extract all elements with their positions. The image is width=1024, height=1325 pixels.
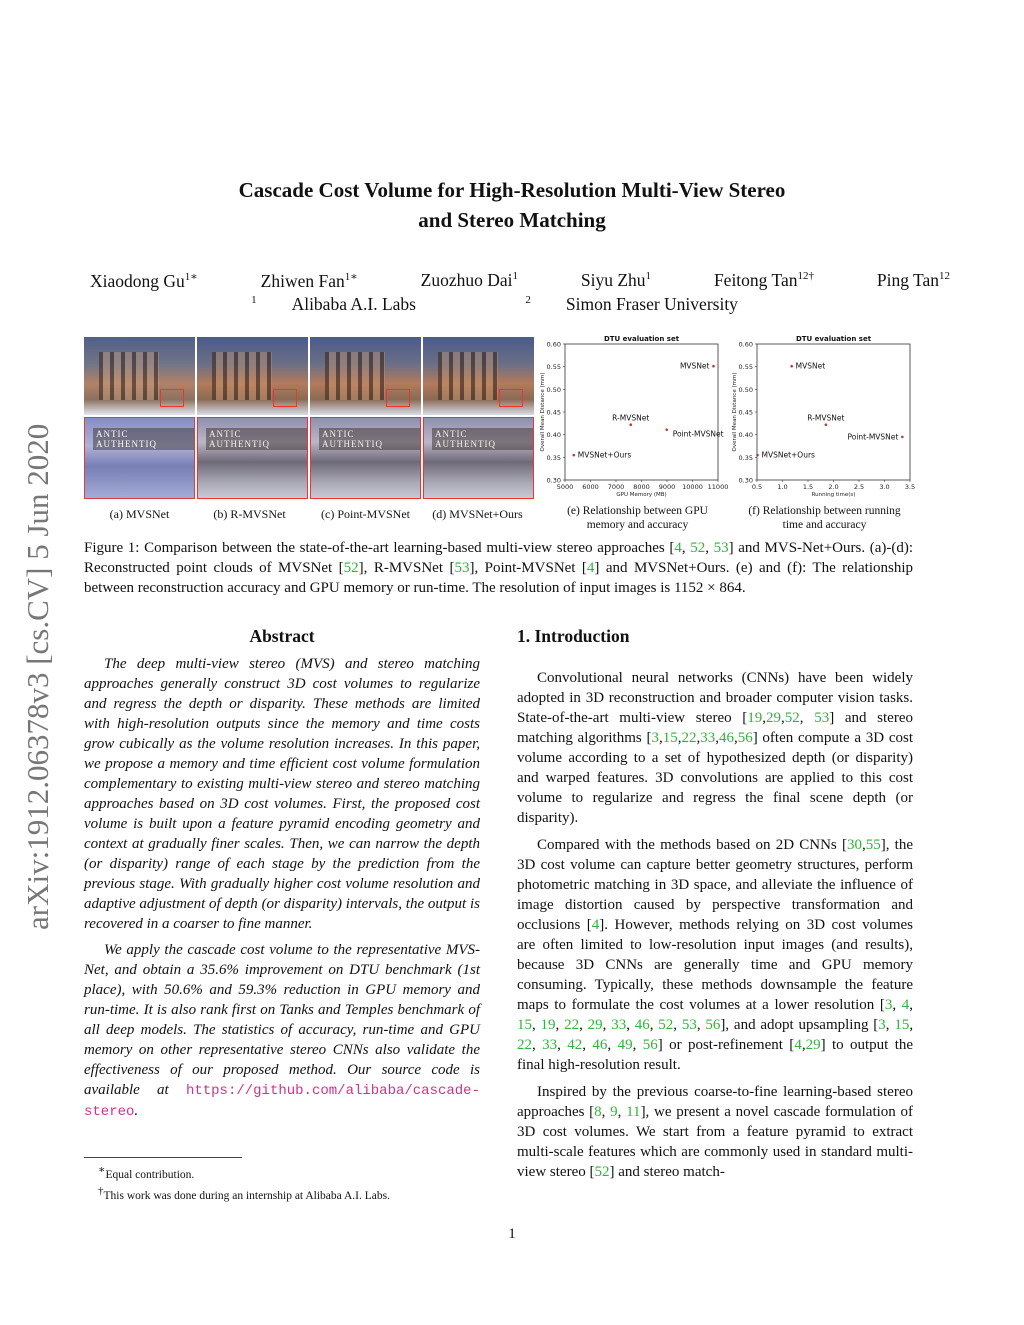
footnote: †This work was done during an internship at Alibaba A.I. Labs. [98,1184,390,1202]
citation-link[interactable]: 19 [540,1017,556,1033]
title-line-1: Cascade Cost Volume for High-Resolution Multi-View Stereo [238,178,786,202]
subfigure-label: (b) R-MVSNet [213,507,286,521]
y-tick-label: 0.55 [546,363,561,372]
author: Zhiwen Fan$^{1∗}$ [260,270,358,291]
data-point-label: Point-MVSNet [672,429,724,439]
point-cloud-image: ANTIC AUTHENTIQ [423,337,534,499]
source-code-link[interactable]: https://github.com/alibaba/cascade-stereo [84,1083,480,1120]
introduction-heading: 1. Introduction [517,626,630,646]
x-tick-label: 3.5 [904,483,916,491]
x-tick-label: 9000 [658,483,676,491]
y-axis-label: Overall Mean Distance (mm) [732,372,738,452]
figure-photos [84,337,534,499]
citation-link[interactable]: 56 [737,730,753,746]
scatter-chart-gpu-memory [538,332,729,504]
data-point [712,365,715,368]
page-number: 1 [508,1226,516,1242]
data-point-label: MVSNet+Ours [761,450,815,460]
citation-link[interactable]: 22 [517,1037,532,1053]
citation-link[interactable]: 53 [454,560,470,576]
citation-link[interactable]: 52 [784,710,800,726]
data-point-label: R-MVSNet [612,413,650,423]
x-axis-label: Running time(s) [811,492,856,498]
citation-link[interactable]: 53 [681,1017,697,1033]
data-point [572,454,575,457]
data-point-label: MVSNet [795,361,826,371]
citation-link[interactable]: 4 [674,540,682,556]
footnote: ∗Equal contribution. [98,1164,195,1181]
citation-link[interactable]: 29 [766,710,782,726]
paper-title [0,175,1024,235]
chart-title: DTU evaluation set [603,335,680,343]
y-tick-label: 0.45 [738,408,753,417]
arxiv-identifier: arXiv:1912.06378v3 [cs.CV] 5 Jun 2020 [20,423,55,930]
data-point [901,436,904,439]
abstract-section [84,626,480,1122]
y-tick-label: 0.55 [738,363,753,372]
citation-link[interactable]: 29 [805,1037,821,1053]
citation-link[interactable]: 8 [594,1104,602,1120]
data-point-label: Point-MVSNet [847,432,899,442]
y-tick-label: 0.45 [546,408,561,417]
y-tick-label: 0.30 [546,476,561,485]
x-tick-label: 8000 [633,483,650,491]
y-tick-label: 0.35 [738,453,753,462]
subfigure-label: (a) MVSNet [109,507,170,521]
subfigure-label: (c) Point-MVSNet [321,507,410,521]
data-point [825,423,828,426]
citation-link[interactable]: 4 [794,1037,802,1053]
citation-link[interactable]: 15 [517,1017,532,1033]
introduction-section [517,626,913,1182]
citation-link[interactable]: 30 [846,837,862,853]
author: Ping Tan$^{12}$ [876,270,950,290]
citation-link[interactable]: 46 [718,730,734,746]
data-point-label: MVSNet+Ours [577,450,632,460]
affiliations [0,294,1024,315]
data-point [756,454,759,457]
data-point-label: MVSNet [679,361,710,371]
point-cloud-image: ANTIC AUTHENTIQ [310,337,421,499]
citation-link[interactable]: 29 [587,1017,603,1033]
chart-title: DTU evaluation set [795,335,872,343]
citation-link[interactable]: 4 [901,997,910,1013]
x-tick-label: 1.0 [777,483,788,491]
y-tick-label: 0.40 [546,431,561,440]
author: Xiaodong $Gu^{1∗}$ [90,270,198,291]
y-axis-label: Overall Mean Distance (mm) [540,372,546,452]
x-tick-label: 0.5 [751,483,763,491]
y-tick-label: 0.50 [738,385,753,394]
citation-link[interactable]: 15 [662,730,678,746]
author: Feitong Tan$^{12\dagger}$ [713,270,814,290]
title-line-2: and Stereo Matching [418,208,606,232]
citation-link[interactable]: 22 [681,730,697,746]
data-point [790,365,793,368]
citation-link[interactable]: 22 [564,1017,580,1033]
figure-caption: Figure 1: Comparison between the state-of-the-art learning-based multi-view stereo approaches [4, 52, 53] and MVS-Net+Ours. (a)-(d): Reconstructed point clouds of MVSNet [52], R-MVSNet [53], Point-MVSNet [4] and MVSNet+Ours. (e) and (f): The relationship between reconstruction accuracy and GPU memory or run-time. The resolution of input images is 1152 × 864. [84,540,914,596]
x-tick-label: 3.0 [879,483,890,491]
citation-link[interactable]: 53 [814,710,830,726]
x-tick-label: 2.0 [828,483,839,491]
subfigure-label: (d) MVSNet+Ours [432,507,523,521]
citation-link[interactable]: 4 [586,560,595,576]
citation-link[interactable]: 46 [634,1017,650,1033]
x-tick-label: 5000 [556,483,574,491]
abstract-heading: Abstract [249,626,315,646]
x-tick-label: 6000 [582,483,599,491]
point-cloud-image: ANTIC AUTHENTIQ [197,337,308,499]
citation-link[interactable]: 33 [611,1017,627,1033]
citation-link[interactable]: 42 [567,1037,583,1053]
data-point [629,423,632,426]
y-tick-label: 0.40 [738,431,753,440]
citation-link[interactable]: 46 [592,1037,608,1053]
citation-link[interactable]: 52 [658,1017,674,1033]
affiliation: $^2$ Simon Fraser University [525,294,738,314]
footnotes [84,1157,480,1204]
citation-link[interactable]: 3 [878,1017,886,1033]
citation-link[interactable]: 9 [610,1104,618,1120]
citation-link[interactable]: 56 [705,1017,721,1033]
citation-link[interactable]: 56 [642,1037,658,1053]
point-cloud-image: ANTIC AUTHENTIQ [84,337,195,499]
x-tick-label: 2.5 [853,483,865,491]
citation-link[interactable]: 4 [591,917,600,933]
y-tick-label: 0.60 [546,340,561,349]
introduction-paragraph: Inspired by the previous coarse-to-fine learning-based stereo approaches [8, 9, 11], we present a novel cascade formulation of 3D cost volumes. We start from a feature pyramid to extract multi-scale features which are commonly used in standard multi-view stereo [52] and stereo match- [517,1084,914,1180]
citation-link[interactable]: 55 [865,837,881,853]
introduction-paragraph: Compared with the methods based on 2D CNNs [30,55], the 3D cost volume can capture better geometry structures, perform photometric matching in 3D space, and alleviate the influence of image distortion caused by perspective transformation and occlusions [4]. However, methods relying on 3D cost volumes are often limited to low-resolution input images (and results), because 3D CNNs are generally time and GPU memory consuming. Typically, these methods downsample the feature maps to formulate the cost volumes at a lower resolution [3, 4, 15, 19, 22, 29, 33, 46, 52, 53, 56], and adopt upsampling [3, 15, 22, 33, 42, 46, 49, 56] or post-refinement [4,29] to output the final high-resolution result. [517,837,914,1073]
citation-link[interactable]: 53 [713,540,729,556]
citation-link[interactable]: 52 [343,560,359,576]
author: Siyu Zhu$^1$ [580,270,652,290]
x-tick-label: 10000 [682,483,703,491]
citation-link[interactable]: 49 [617,1037,633,1053]
subfigure-label: (e) Relationship between GPU memory and accuracy [567,505,708,531]
citation-link[interactable]: 33 [542,1037,558,1053]
x-tick-label: 11000 [707,483,729,491]
citation-link[interactable]: 15 [894,1017,910,1033]
citation-link[interactable]: 11 [626,1104,641,1120]
citation-link[interactable]: 3 [651,730,659,746]
citation-link[interactable]: 52 [594,1164,610,1180]
author-list [90,270,950,292]
affiliation: $^1$ Alibaba A.I. Labs [251,294,416,314]
x-tick-label: 7000 [607,483,625,491]
data-point-label: R-MVSNet [807,413,845,423]
citation-link[interactable]: 33 [700,730,716,746]
y-tick-label: 0.50 [546,385,561,394]
citation-link[interactable]: 3 [884,997,893,1013]
y-tick-label: 0.60 [738,340,753,349]
plot-frame [757,344,910,480]
abstract-paragraph: The deep multi-view stereo (MVS) and stereo matching approaches generally construct 3D cost volumes to regularize and regress the depth or disparity. These methods are limited with high-resolution outputs since the memory and time costs grow cubically as the volume resolution increases. In this paper, we propose a memory and time efficient cost volume formulation complementary to existing multi-view stereo and stereo matching approaches based on 3D cost volumes. First, the proposed cost volume is built upon a feature pyramid encoding geometry and context at gradually finer scales. Then, we can narrow the depth (or disparity) range of each stage by the prediction from the previous stage. With gradually higher cost volume resolution and adaptive adjustment of depth (or disparity) intervals, the output is recovered in a coarser to fine manner. [84,656,480,932]
x-tick-label: 1.5 [802,483,814,491]
subfigure-label: (f) Relationship between running time and accuracy [748,505,901,531]
data-point [665,428,668,431]
citation-link[interactable]: 52 [690,540,706,556]
scatter-chart-running-time [730,332,918,504]
y-tick-label: 0.30 [738,476,753,485]
citation-link[interactable]: 19 [747,710,763,726]
x-axis-label: GPU Memory (MB) [616,492,667,498]
introduction-paragraph: Convolutional neural networks (CNNs) have been widely adopted in 3D reconstruction and broader computer vision tasks. State-of-the-art multi-view stereo [19,29,52, 53] and stereo matching algorithms [3,15,22,33,46,56] often compute a 3D cost volume according to a set of hypothesized depth (or disparity) and warped features. 3D convolutions are applied to this cost volume to regularize and regress the final scene depth (or disparity). [517,670,913,826]
author: Zuozhuo Dai$^1$ [420,270,518,290]
abstract-paragraph: We apply the cascade cost volume to the representative MVS-Net, and obtain a 35.6% improvement on DTU benchmark (1st place), with 50.6% and 59.3% reduction in GPU memory and run-time. It is also rank first on Tanks and Temples benchmark of all deep models. The statistics of accuracy, run-time and GPU memory on other representative stereo CNNs also validate the effectiveness of our proposed method. Our source code is available at https://github.com/alibaba/cascade-stereo. [84,942,480,1120]
y-tick-label: 0.35 [546,453,561,462]
